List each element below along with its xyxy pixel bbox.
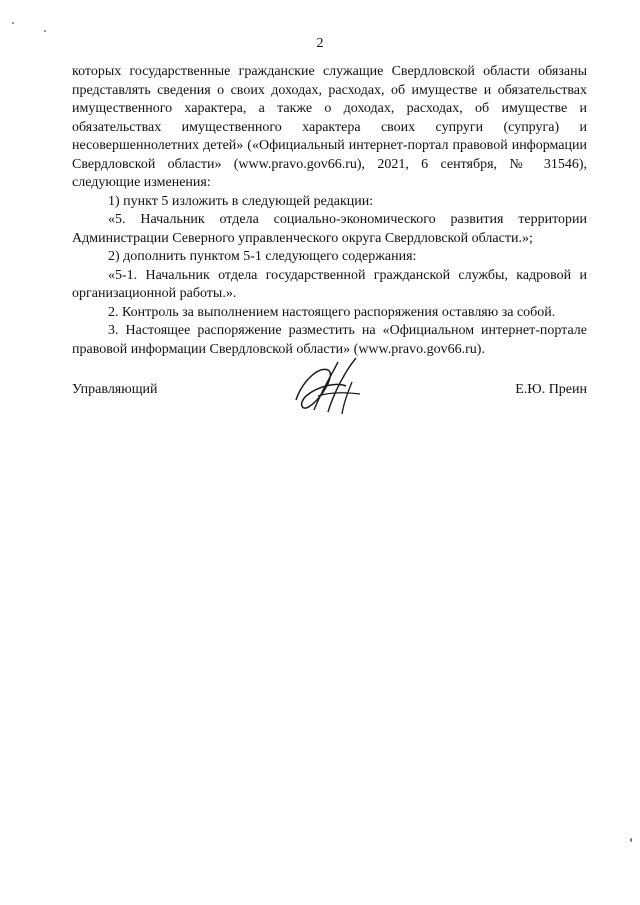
paragraph-control: 2. Контроль за выполнением настоящего распоряжения оставляю за собой. (108, 304, 556, 320)
handwritten-signature (288, 352, 380, 422)
scan-speck (12, 22, 14, 24)
paragraph-publication: 3. Настоящее распоряжение разместить на «Официальном интернет-портале правовой информации Свердловской области» (www.pravo.gov66.ru). (72, 323, 587, 357)
signer-name: Е.Ю. Преин (515, 382, 587, 397)
page-number: 2 (316, 36, 324, 51)
paragraph-item-1: 1) пункт 5 изложить в следующей редакции: (108, 193, 374, 209)
paragraph-continuation: которых государственные гражданские служащие Свердловской области обязаны представлять сведения о своих доходах, расходах, об имуществе и обязательствах имущественного характера, а также о доходах, расходах, об имуществе и обязательствах имущественного характера своих супруги (супруга) и несовершеннолетних детей» («Официальный интернет-портал правовой информации Свердловской области» (www.pravo.gov66.ru), 2021, 6 сентября, № 31546), следующие изменения: (72, 64, 587, 190)
paragraph-quote-5-1: «5-1. Начальник отдела государственной гражданской службы, кадровой и организационной работы.». (72, 267, 587, 301)
paragraph-item-2: 2) дополнить пунктом 5-1 следующего содержания: (108, 249, 417, 264)
scan-speck (630, 838, 632, 842)
document-body (72, 63, 587, 359)
paragraph-quote-5: «5. Начальник отдела социально-экономического развития территории Администрации Северного управленческого округа Свердловской области.»; (72, 212, 587, 246)
scan-speck (44, 30, 46, 32)
signer-title: Управляющий (72, 382, 158, 397)
